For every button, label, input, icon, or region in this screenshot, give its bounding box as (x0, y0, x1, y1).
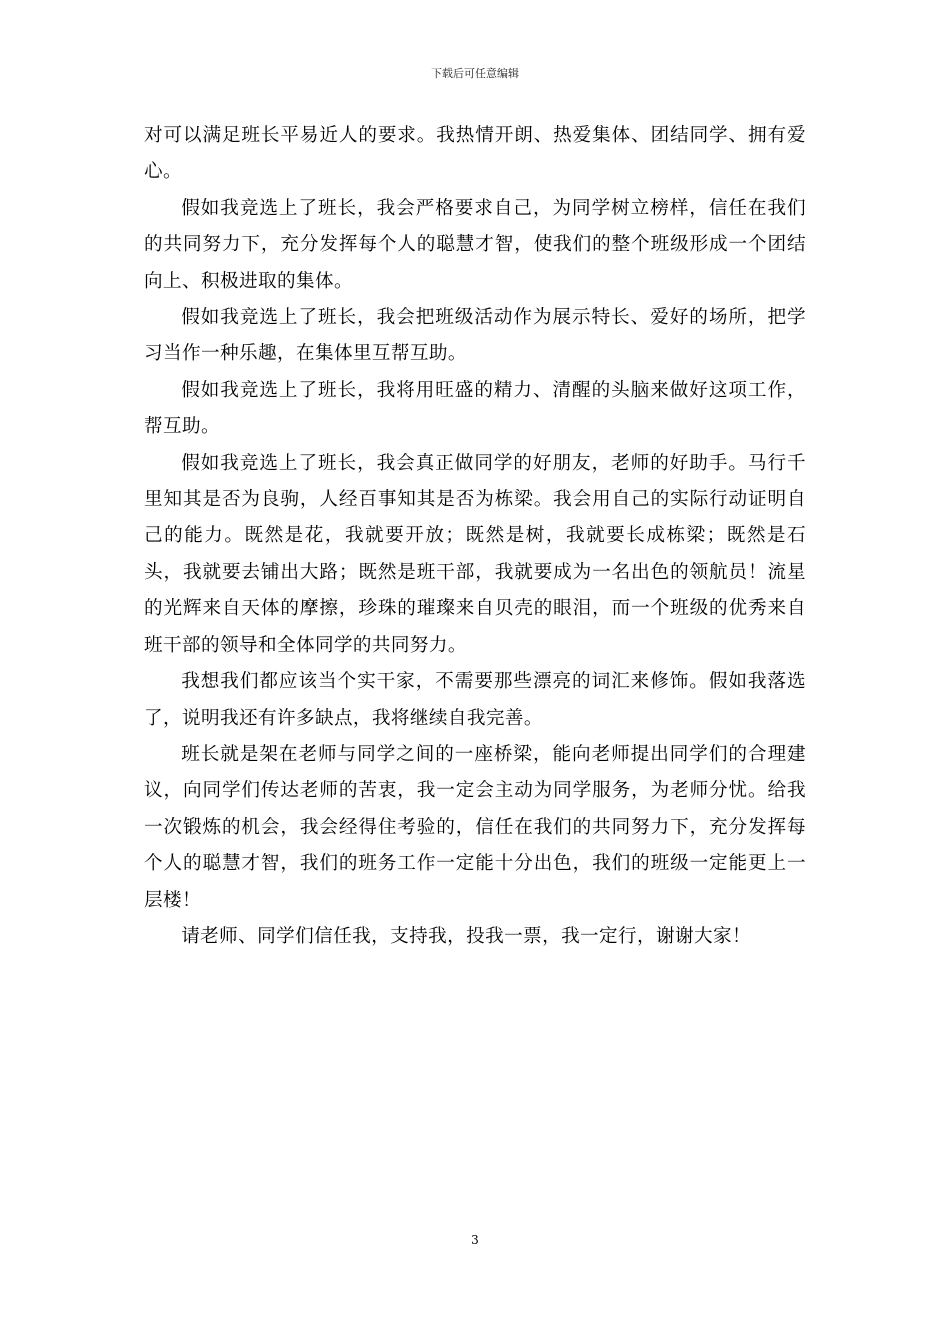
paragraph: 假如我竞选上了班长，我会严格要求自己，为同学树立榜样，信任在我们的共同努力下，充分发挥每个人的聪慧才智，使我们的整个班级形成一个团结向上、积极进取的集体。 (144, 197, 806, 292)
document-body (144, 118, 806, 955)
paragraph: 假如我竞选上了班长，我会真正做同学的好朋友，老师的好助手。马行千里知其是否为良驹，人经百事知其是否为栋梁。我会用自己的实际行动证明自己的能力。既然是花，我就要开放；既然是树，我就要长成栋梁；既然是石头，我就要去铺出大路；既然是班干部，我就要成为一名出色的领航员！流星的光辉来自天体的摩擦，珍珠的璀璨来自贝壳的眼泪，而一个班级的优秀来自班干部的领导和全体同学的共同努力。 (144, 452, 806, 656)
page-number: 3 (471, 1233, 479, 1247)
paragraph: 我想我们都应该当个实干家，不需要那些漂亮的词汇来修饰。假如我落选了，说明我还有许多缺点，我将继续自我完善。 (144, 671, 806, 729)
paragraph-continuation: 对可以满足班长平易近人的要求。我热情开朗、热爱集体、团结同学、拥有爱心。 (144, 125, 806, 183)
paragraph: 假如我竞选上了班长，我会把班级活动作为展示特长、爱好的场所，把学习当作一种乐趣，在集体里互帮互助。 (144, 307, 806, 365)
paragraph: 假如我竞选上了班长，我将用旺盛的精力、清醒的头脑来做好这项工作，帮互助。 (144, 379, 806, 438)
paragraph: 班长就是架在老师与同学之间的一座桥梁，能向老师提出同学们的合理建议，向同学们传达老师的苦衷，我一定会主动为同学服务，为老师分忧。给我一次锻炼的机会，我会经得住考验的，信任在我们的共同努力下，充分发挥每个人的聪慧才智，我们的班务工作一定能十分出色，我们的班级一定能更上一层楼！ (144, 743, 806, 911)
paragraph: 请老师、同学们信任我，支持我，投我一票，我一定行，谢谢大家！ (181, 925, 752, 947)
page-header: 下载后可任意编辑 (431, 67, 519, 80)
